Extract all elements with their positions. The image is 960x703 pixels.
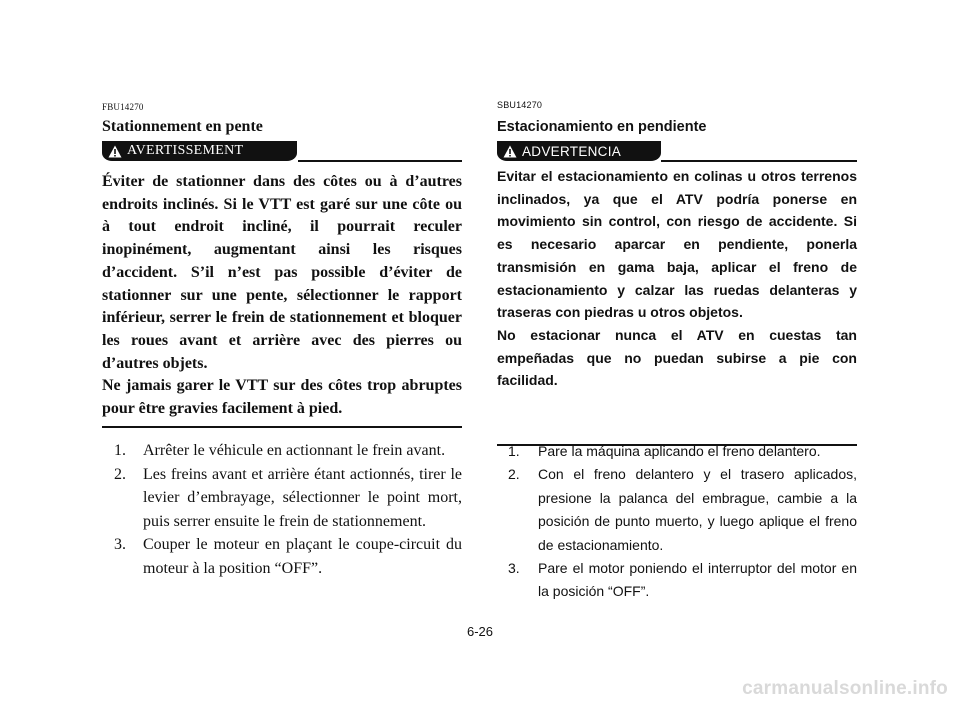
section-code: FBU14270: [102, 102, 144, 112]
page-number: 6-26: [466, 624, 494, 639]
list-item: [102, 533, 462, 580]
step-number: 3.: [508, 560, 520, 577]
warning-body: [497, 165, 857, 392]
warning-badge: [102, 141, 297, 161]
warning-end-rule: [102, 426, 462, 428]
step-number: 2.: [508, 466, 520, 483]
steps-list: [102, 439, 462, 580]
warning-paragraph: No estacionar nunca el ATV en cuestas tan empeñadas que no puedan subirse a pie con facilidad.: [497, 326, 857, 389]
section-title: Stationnement en pente: [102, 118, 263, 135]
step-number: 3.: [114, 536, 126, 553]
warning-paragraph: Ne jamais garer le VTT sur des côtes trop abruptes pour être gravies facilement à pied.: [102, 377, 462, 418]
watermark: carmanualsonline.info: [742, 678, 948, 699]
warning-triangle-icon: [503, 145, 517, 158]
warning-header-rule: [298, 160, 462, 162]
warning-header: [497, 141, 857, 163]
step-text: Pare la máquina aplicando el freno delantero.: [538, 443, 821, 459]
steps-list: [497, 440, 857, 604]
warning-badge: [497, 141, 661, 161]
section-code: SBU14270: [497, 100, 543, 110]
list-item: [497, 557, 857, 604]
section-title: Estacionamiento en pendiente: [497, 119, 707, 135]
warning-header: [102, 141, 462, 163]
warning-paragraph: Éviter de stationner dans des côtes ou à d’autres endroits inclinés. Si le VTT est garé sur une côte ou à tout endroit incliné, il pourrait reculer inopinément, augmentant ainsi les risques d’accident. S’il n’est pas possible d’éviter de stationner sur une pente, sélectionner le rapport inférieur, serrer le frein de stationnement et bloquer les roues avant et arrière avec des pierres ou d’autres objets.: [102, 173, 462, 372]
warning-header-rule: [661, 160, 857, 162]
step-text: Pare el motor poniendo el interruptor del motor en la posición “OFF”.: [538, 560, 857, 600]
step-text: Couper le moteur en plaçant le coupe-circuit du moteur à la position “OFF”.: [143, 536, 462, 577]
list-item: [102, 463, 462, 534]
list-item: [497, 440, 857, 463]
warning-paragraph: Evitar el estacionamiento en colinas u otros terrenos inclinados, ya que el ATV podría ponerse en movimiento sin control, con riesgo de accidente. Si es necesario aparcar en pendiente, ponerla transmisión en gama baja, aplicar el freno de estacionamiento y calzar las ruedas delanteras y traseras con piedras u otros objetos.: [497, 168, 857, 321]
step-text: Con el freno delantero y el trasero aplicados, presione la palanca del embrague, cambie a la posición de punto muerto, y luego aplique el freno de estacionamiento.: [538, 466, 857, 553]
step-number: 1.: [508, 443, 520, 459]
warning-label: ADVERTENCIA: [522, 143, 622, 159]
list-item: [497, 463, 857, 557]
warning-body: [102, 171, 462, 421]
step-number: 2.: [114, 465, 126, 483]
list-item: [102, 439, 462, 463]
step-text: Arrêter le véhicule en actionnant le frein avant.: [143, 442, 446, 459]
warning-label: AVERTISSEMENT: [127, 143, 244, 158]
step-number: 1.: [114, 442, 126, 459]
warning-triangle-icon: [108, 145, 122, 158]
step-text: Les freins avant et arrière étant actionnés, tirer le levier d’embrayage, sélectionner le point mort, puis serrer ensuite le frein de stationnement.: [143, 465, 462, 530]
